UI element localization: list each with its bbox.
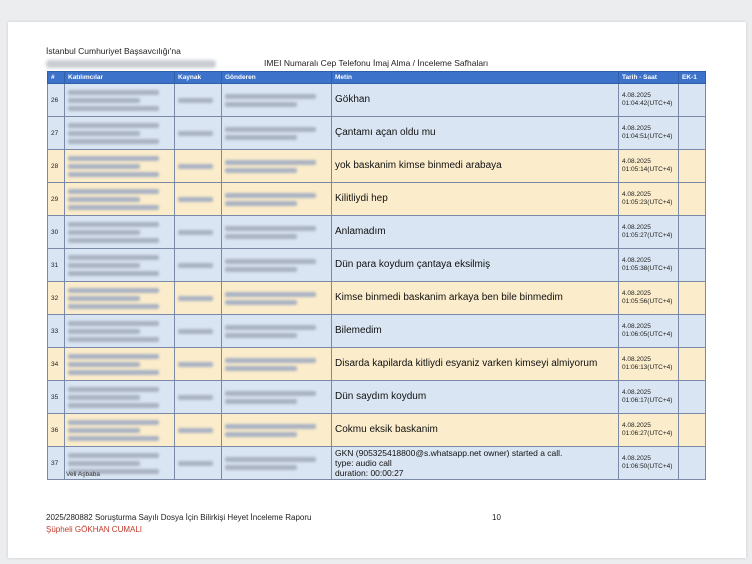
redacted-text [68, 230, 140, 235]
row-number: 28 [48, 150, 65, 183]
row-number: 29 [48, 183, 65, 216]
time-value: 01:06:17(UTC+4) [622, 397, 673, 404]
participants-cell [65, 381, 175, 414]
date-value: 4.08.2025 [622, 158, 651, 165]
time-value: 01:05:56(UTC+4) [622, 298, 673, 305]
redacted-text [68, 238, 159, 243]
table-row [48, 249, 706, 282]
redacted-text [225, 127, 316, 132]
table-row [48, 447, 706, 480]
redacted-text [225, 325, 316, 330]
redacted-text [178, 395, 213, 400]
datetime-cell [619, 282, 679, 315]
message-text [332, 249, 619, 282]
message-content: Çantamı açan oldu mu [335, 127, 436, 138]
message-line: GKN (905325418800@s.whatsapp.net owner) started a call. [335, 448, 563, 458]
row-number: 32 [48, 282, 65, 315]
redacted-text [178, 263, 213, 268]
redacted-text [178, 197, 213, 202]
datetime-cell [619, 447, 679, 480]
ek1-cell [679, 414, 706, 447]
col-header-source: Kaynak [175, 72, 222, 84]
suspect-line: Şüpheli GÖKHAN CUMALI [46, 525, 143, 534]
message-line: type: audio call [335, 458, 392, 468]
redacted-text [68, 106, 159, 111]
col-header-num: # [48, 72, 65, 84]
redacted-text [178, 296, 213, 301]
participants-cell [65, 150, 175, 183]
sender-cell [222, 315, 332, 348]
date-value: 4.08.2025 [622, 455, 651, 462]
ek1-cell [679, 315, 706, 348]
redacted-text [68, 98, 140, 103]
redacted-text [68, 172, 159, 177]
message-line: duration: 00:00:27 [335, 468, 404, 478]
redacted-text [225, 234, 297, 239]
redacted-text [225, 102, 297, 107]
redacted-text [225, 333, 297, 338]
table-row [48, 216, 706, 249]
message-content: Anlamadım [335, 226, 386, 237]
row-number: 30 [48, 216, 65, 249]
redacted-text [225, 432, 297, 437]
sender-cell [222, 117, 332, 150]
redacted-text [178, 98, 213, 103]
col-header-text: Metin [332, 72, 619, 84]
sender-cell [222, 348, 332, 381]
redacted-text [225, 292, 316, 297]
page-number: 10 [492, 513, 501, 522]
row-number: 34 [48, 348, 65, 381]
message-content: Kimse binmedi baskanim arkaya ben bile binmedim [335, 292, 563, 303]
redacted-text [46, 60, 216, 68]
source-cell [175, 282, 222, 315]
redacted-text [225, 457, 316, 462]
ek1-cell [679, 84, 706, 117]
redacted-text [225, 465, 297, 470]
row-number: 33 [48, 315, 65, 348]
messages-table [47, 71, 706, 480]
date-value: 4.08.2025 [622, 290, 651, 297]
redacted-text [178, 329, 213, 334]
table-row [48, 414, 706, 447]
redacted-text [225, 424, 316, 429]
ek1-cell [679, 381, 706, 414]
ek1-cell [679, 348, 706, 381]
datetime-cell [619, 183, 679, 216]
message-text [332, 315, 619, 348]
time-value: 01:05:23(UTC+4) [622, 199, 673, 206]
col-header-sender: Gönderen [222, 72, 332, 84]
redacted-text [225, 399, 297, 404]
ek1-cell [679, 216, 706, 249]
date-value: 4.08.2025 [622, 257, 651, 264]
sender-cell [222, 381, 332, 414]
date-value: 4.08.2025 [622, 422, 651, 429]
message-text [332, 150, 619, 183]
redacted-text [68, 222, 159, 227]
datetime-cell [619, 414, 679, 447]
redacted-text [68, 329, 140, 334]
redacted-text [225, 267, 297, 272]
source-cell [175, 150, 222, 183]
redacted-text [68, 123, 159, 128]
participants-cell [65, 348, 175, 381]
row-number: 31 [48, 249, 65, 282]
redacted-text [178, 131, 213, 136]
redacted-text [68, 164, 140, 169]
table-row [48, 315, 706, 348]
table-row [48, 150, 706, 183]
redacted-text [68, 354, 159, 359]
message-text [332, 216, 619, 249]
redacted-text [68, 197, 140, 202]
row-number: 37 [48, 447, 65, 480]
redacted-text [225, 358, 316, 363]
date-value: 4.08.2025 [622, 92, 651, 99]
row-number: 26 [48, 84, 65, 117]
datetime-cell [619, 381, 679, 414]
table-row [48, 282, 706, 315]
redacted-text [178, 461, 213, 466]
table-row [48, 84, 706, 117]
time-value: 01:05:14(UTC+4) [622, 166, 673, 173]
message-lines [335, 448, 615, 478]
source-cell [175, 447, 222, 480]
participants-cell [65, 249, 175, 282]
sender-cell [222, 282, 332, 315]
redacted-text [178, 164, 213, 169]
redacted-text [225, 160, 316, 165]
datetime-cell [619, 84, 679, 117]
source-cell [175, 117, 222, 150]
sender-cell [222, 249, 332, 282]
sender-cell [222, 414, 332, 447]
redacted-text [68, 189, 159, 194]
message-content: Cokmu eksik baskanim [335, 424, 438, 435]
redacted-text [225, 193, 316, 198]
redacted-text [68, 395, 140, 400]
redacted-text [68, 296, 140, 301]
message-content: yok baskanim kimse binmedi arabaya [335, 160, 502, 171]
redacted-text [68, 362, 140, 367]
date-value: 4.08.2025 [622, 125, 651, 132]
ek1-cell [679, 183, 706, 216]
ek1-cell [679, 117, 706, 150]
redacted-text [178, 230, 213, 235]
redacted-text [68, 304, 159, 309]
redacted-text [225, 201, 297, 206]
partial-participant-label: Veli Aşbaba [66, 471, 100, 478]
source-cell [175, 183, 222, 216]
redacted-text [225, 366, 297, 371]
sender-cell [222, 447, 332, 480]
redacted-text [68, 139, 159, 144]
redacted-text [68, 321, 159, 326]
source-cell [175, 84, 222, 117]
redacted-text [178, 362, 213, 367]
time-value: 01:04:51(UTC+4) [622, 133, 673, 140]
message-text [332, 282, 619, 315]
datetime-cell [619, 348, 679, 381]
message-text [332, 381, 619, 414]
time-value: 01:06:05(UTC+4) [622, 331, 673, 338]
source-cell [175, 348, 222, 381]
table-row [48, 117, 706, 150]
datetime-cell [619, 150, 679, 183]
redacted-text [68, 461, 140, 466]
col-header-datetime: Tarih - Saat [619, 72, 679, 84]
redacted-text [225, 300, 297, 305]
row-number: 35 [48, 381, 65, 414]
source-cell [175, 249, 222, 282]
redacted-text [68, 271, 159, 276]
redacted-text [225, 259, 316, 264]
redacted-text [225, 135, 297, 140]
redacted-text [68, 263, 140, 268]
redacted-text [178, 428, 213, 433]
sender-cell [222, 183, 332, 216]
sender-cell [222, 84, 332, 117]
redacted-text [225, 168, 297, 173]
sender-cell [222, 216, 332, 249]
date-value: 4.08.2025 [622, 224, 651, 231]
table-row [48, 348, 706, 381]
col-header-participants: Katılımcılar [65, 72, 175, 84]
date-value: 4.08.2025 [622, 191, 651, 198]
message-content: Dün saydım koydum [335, 391, 427, 402]
header-line [46, 58, 706, 68]
redacted-text [68, 255, 159, 260]
message-text [332, 348, 619, 381]
ek1-cell [679, 150, 706, 183]
message-content: Bilemedim [335, 325, 382, 336]
message-content: Gökhan [335, 94, 371, 105]
table-row [48, 381, 706, 414]
row-number: 36 [48, 414, 65, 447]
date-value: 4.08.2025 [622, 389, 651, 396]
time-value: 01:06:50(UTC+4) [622, 463, 673, 470]
message-text [332, 414, 619, 447]
datetime-cell [619, 315, 679, 348]
redacted-text [68, 403, 159, 408]
redacted-text [225, 226, 316, 231]
redacted-text [68, 436, 159, 441]
participants-cell [65, 414, 175, 447]
message-text [332, 117, 619, 150]
table-header-row [48, 72, 706, 84]
redacted-text [68, 370, 159, 375]
message-text [332, 84, 619, 117]
redacted-text [68, 288, 159, 293]
source-cell [175, 381, 222, 414]
redacted-text [68, 428, 140, 433]
datetime-cell [619, 216, 679, 249]
message-content: Dün para koydum çantaya eksilmiş [335, 259, 491, 270]
source-cell [175, 414, 222, 447]
sender-cell [222, 150, 332, 183]
message-content: Disarda kapilarda kitliydi esyaniz varken kimseyi almiyorum [335, 358, 598, 369]
participants-cell [65, 282, 175, 315]
document-title: IMEI Numaralı Cep Telefonu İmaj Alma / İnceleme Safhaları [264, 58, 489, 68]
redacted-text [68, 90, 159, 95]
redacted-text [68, 205, 159, 210]
ek1-cell [679, 282, 706, 315]
redacted-text [68, 156, 159, 161]
time-value: 01:06:27(UTC+4) [622, 430, 673, 437]
document-page [8, 22, 746, 558]
col-header-ek1: EK-1 [679, 72, 706, 84]
table-row [48, 183, 706, 216]
redacted-text [225, 94, 316, 99]
redacted-text [68, 420, 159, 425]
time-value: 01:05:27(UTC+4) [622, 232, 673, 239]
report-footer: 2025/280882 Soruşturma Sayılı Dosya İçin Bilirkişi Heyet İnceleme Raporu [46, 513, 312, 522]
ek1-cell [679, 249, 706, 282]
redacted-text [68, 387, 159, 392]
message-content: Kilitliydi hep [335, 193, 388, 204]
participants-cell [65, 216, 175, 249]
ek1-cell [679, 447, 706, 480]
date-value: 4.08.2025 [622, 323, 651, 330]
participants-cell [65, 183, 175, 216]
participants-cell [65, 117, 175, 150]
date-value: 4.08.2025 [622, 356, 651, 363]
redacted-text [68, 453, 159, 458]
time-value: 01:06:13(UTC+4) [622, 364, 673, 371]
source-cell [175, 216, 222, 249]
datetime-cell [619, 117, 679, 150]
datetime-cell [619, 249, 679, 282]
time-value: 01:05:38(UTC+4) [622, 265, 673, 272]
redacted-text [225, 391, 316, 396]
source-cell [175, 315, 222, 348]
participants-cell [65, 315, 175, 348]
participants-cell [65, 84, 175, 117]
redacted-text [68, 131, 140, 136]
recipient-line: İstanbul Cumhuriyet Başsavcılığı'na [46, 46, 181, 56]
row-number: 27 [48, 117, 65, 150]
message-text [332, 447, 619, 480]
time-value: 01:04:42(UTC+4) [622, 100, 673, 107]
message-text [332, 183, 619, 216]
redacted-text [68, 337, 159, 342]
